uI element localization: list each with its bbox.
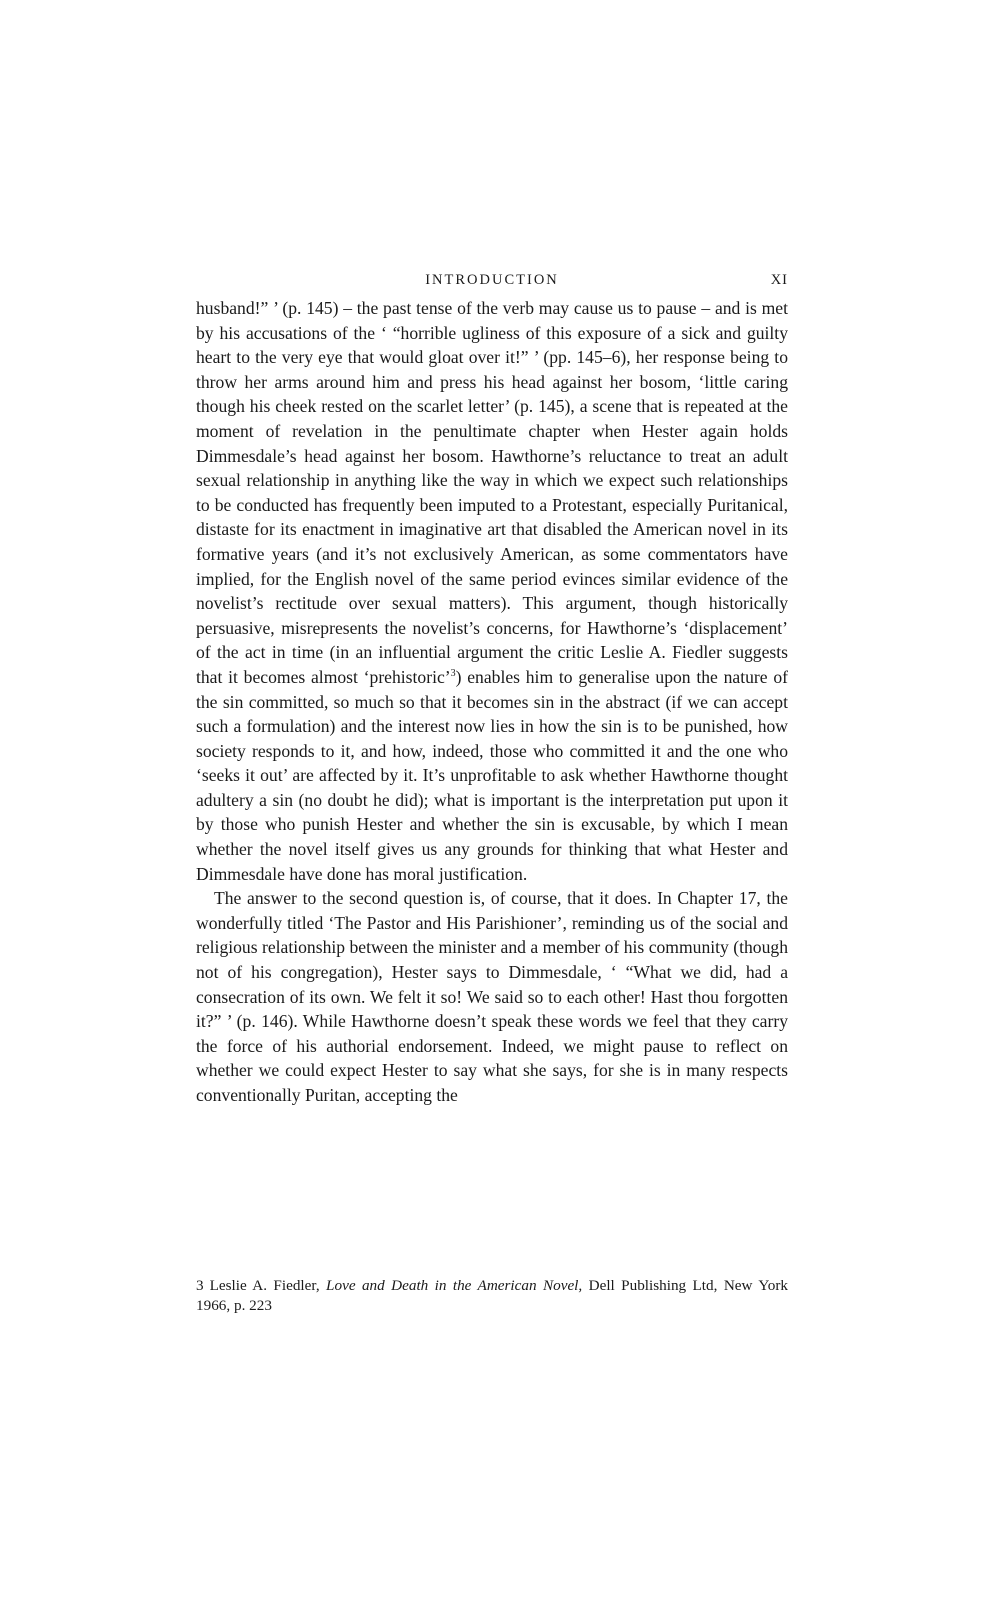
paragraph-1-text-b: ) enables him to generalise upon the nature of the sin committed, so much so that it becomes sin in the abstract (if we can accept such a formulation) and the interest now lies in how the sin is to be punished, how society responds to it, and how, indeed, those who committed it and the one who ‘seeks it out’ are affected by it. It’s unprofitable to ask whether Hawthorne thought adultery a sin (no doubt he did); what is important is the interpretation put upon it by those who punish Hester and whether the sin is excusable, by which I mean whether the novel itself gives us any grounds for thinking that what Hester and Dimmesdale have done has moral justification.	[196, 666, 788, 884]
running-head	[196, 268, 788, 292]
running-title: INTRODUCTION	[425, 272, 559, 288]
page-number: XI	[770, 272, 788, 288]
paragraph-1-text-a: husband!” ’ (p. 145) – the past tense of the verb may cause us to pause – and is met by his accusations of the ‘ “horrible ugliness of this exposure of a sick and guilty heart to the very eye that would gloat over it!” ’ (pp. 145–6), her response being to throw her arms around him and press his head against her bosom, ‘little caring though his cheek rested on the scarlet letter’ (p. 145), a scene that is repeated at the moment of revelation in the penultimate chapter when Hester again holds Dimmesdale’s head against her bosom. Hawthorne’s reluctance to treat an adult sexual relationship in anything like the way in which we expect such relationships to be conducted has frequently been imputed to a Protestant, especially Puritanical, distaste for its enactment in imaginative art that disabled the American novel in its formative years (and it’s not exclusively American, as some commentators have implied, for the English novel of the same period evinces similar evidence of the novelist’s rectitude over sexual matters). This argument, though historically persuasive, misrepresents the novelist’s concerns, for Hawthorne’s ‘displacement’ of the act in time (in an influential argument the critic Leslie A. Fiedler suggests that it becomes almost ‘prehistoric’	[196, 298, 788, 687]
footnote-reference: 3	[450, 668, 456, 680]
paragraph-2: The answer to the second question is, of course, that it does. In Chapter 17, the wonderfully titled ‘The Pastor and His Parishioner’, reminding us of the social and religious relationship between the minister and a member of his community (though not of his congregation), Hester says to Dimmesdale, ‘ “What we did, had a consecration of its own. We felt it so! We said so to each other! Hast thou forgotten it?” ’ (p. 146). While Hawthorne doesn’t speak these words we feel that they carry the force of his authorial endorsement. Indeed, we might pause to reflect on whether we could expect Hester to say what she says, for she is in many respects conventionally Puritan, accepting the	[196, 888, 788, 1105]
footnote-title: Love and Death in the American Novel,	[326, 1277, 583, 1294]
footnote-publication: Dell Publishing Ltd, New York 1966, p. 223	[196, 1277, 789, 1314]
footnote-number: 3	[196, 1277, 204, 1294]
paragraph-1	[196, 296, 788, 886]
footnote-author: Leslie A. Fiedler,	[209, 1277, 320, 1294]
body-text	[196, 296, 788, 1108]
footnote	[196, 1276, 788, 1316]
